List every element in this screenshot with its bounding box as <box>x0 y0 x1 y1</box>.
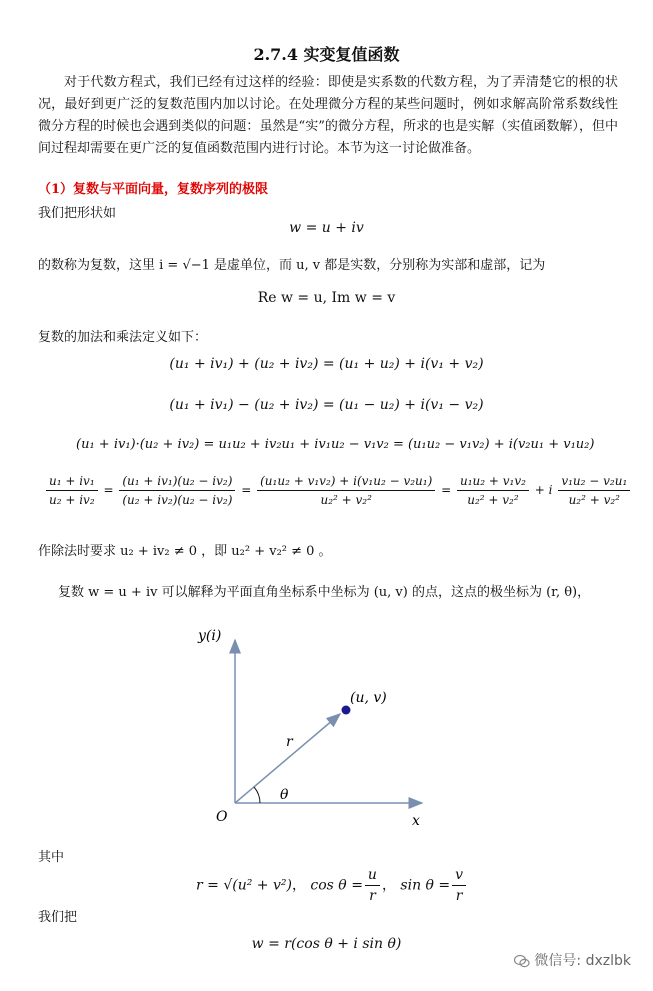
equation-multiplication: (u₁ + iv₁)·(u₂ + iv₂) = u₁u₂ + iv₂u₁ + iv₁u₂ − v₁v₂ = (u₁u₂ − v₁v₂) + i(v₂u₁ + v₁u₂) <box>76 437 595 452</box>
equals-sign: = <box>241 483 252 497</box>
equation-polar-form: w = r(cos θ + i sin θ) <box>251 936 402 952</box>
sin-den: r <box>455 888 463 904</box>
div-frac-2-den: (u₂ + iv₂)(u₂ − iv₂) <box>122 493 233 507</box>
equals-sign: = <box>103 483 114 497</box>
text-division-condition: 作除法时要求 u₂ + iv₂ ≠ 0 ，即 u₂² + v₂² ≠ 0 。 <box>38 544 332 559</box>
y-axis-label: y(i) <box>198 628 222 644</box>
equation-w: w = u + iv <box>289 220 364 236</box>
angle-arc <box>254 787 260 803</box>
sin-frac <box>452 867 466 904</box>
text-operations: 复数的加法和乘法定义如下： <box>38 330 208 345</box>
equation-subtraction: (u₁ + iv₁) − (u₂ + iv₂) = (u₁ − u₂) + i(v₁ − v₂) <box>169 397 484 413</box>
div-frac-1 <box>46 474 98 507</box>
x-axis-label: x <box>412 813 420 829</box>
cos-den: r <box>369 888 376 904</box>
div-frac-4-den: u₂² + v₂² <box>467 493 519 507</box>
text-definition: 的数称为复数，这里 i = √−1 是虚单位，而 u, v 都是实数，分别称为实部和虚部，记为 <box>38 258 546 273</box>
text-geometric: 复数 w = u + iv 可以解释为平面直角坐标系中坐标为 (u, v) 的点，这点的极坐标为 (r, θ)， <box>58 585 591 600</box>
div-frac-5 <box>558 474 630 507</box>
div-frac-1-num: u₁ + iv₁ <box>46 474 98 491</box>
div-frac-4-num: u₁u₂ + v₁v₂ <box>457 474 529 491</box>
text-we: 我们把 <box>38 910 78 925</box>
text-form-intro: 我们把形状如 <box>38 206 117 221</box>
page-title: 2.7.4 实变复值函数 <box>253 45 400 64</box>
sin-num: v <box>452 867 466 886</box>
equation-addition: (u₁ + iv₁) + (u₂ + iv₂) = (u₁ + u₂) + i(v₁ + v₂) <box>169 356 484 372</box>
comma: ， <box>381 877 396 894</box>
div-frac-5-num: v₁u₂ − v₂u₁ <box>558 474 630 491</box>
section-heading: （1）复数与平面向量，复数序列的极限 <box>38 182 269 197</box>
watermark <box>514 950 631 970</box>
div-frac-5-den: u₂² + v₂² <box>568 493 620 507</box>
equation-division <box>44 474 632 507</box>
equation-re-im: Re w = u, Im w = v <box>257 290 396 306</box>
div-frac-4 <box>457 474 529 507</box>
sin-lhs: sin θ = <box>400 877 451 894</box>
wechat-icon <box>514 954 530 968</box>
div-frac-1-den: u₂ + iv₂ <box>49 493 95 507</box>
div-frac-2-num: (u₁ + iv₁)(u₂ − iv₂) <box>119 474 235 491</box>
comma: ， <box>291 877 306 894</box>
div-frac-3-num: (u₁u₂ + v₁v₂) + i(v₁u₂ − v₂u₁) <box>257 474 435 491</box>
div-frac-2 <box>119 474 235 507</box>
watermark-text: 微信号: dxzlbk <box>534 953 631 969</box>
cos-frac <box>365 867 380 904</box>
point-label: (u, v) <box>350 690 387 706</box>
cos-num: u <box>365 867 380 886</box>
equation-polar-components <box>196 867 468 904</box>
equals-sign: = <box>441 483 452 497</box>
origin-label: O <box>216 809 228 825</box>
plus-i: + i <box>534 483 553 497</box>
div-frac-3 <box>257 474 435 507</box>
point-uv <box>342 706 351 715</box>
equation-r: r = √(u² + v²) <box>196 877 292 894</box>
div-frac-3-den: u₂² + v₂² <box>320 493 372 507</box>
intro-paragraph: 对于代数方程式，我们已经有过这样的经验：即使是实系数的代数方程，为了弄清楚它的根的状况，最好到更广泛的复数范围内加以讨论。在处理微分方程的某些问题时，例如求解高阶常系数线性微分方程的时候也会遇到类似的问题：虽然是“实”的微分方程，所求的也是实解（实值函数解），但中间过程却需要在更广泛的复值函数范围内进行讨论。本节为这一讨论做准备。 <box>38 75 618 156</box>
r-label: r <box>286 734 293 750</box>
complex-plane-figure <box>190 618 450 838</box>
theta-label: θ <box>280 787 289 803</box>
text-where: 其中 <box>38 850 65 865</box>
cos-lhs: cos θ = <box>310 877 363 894</box>
